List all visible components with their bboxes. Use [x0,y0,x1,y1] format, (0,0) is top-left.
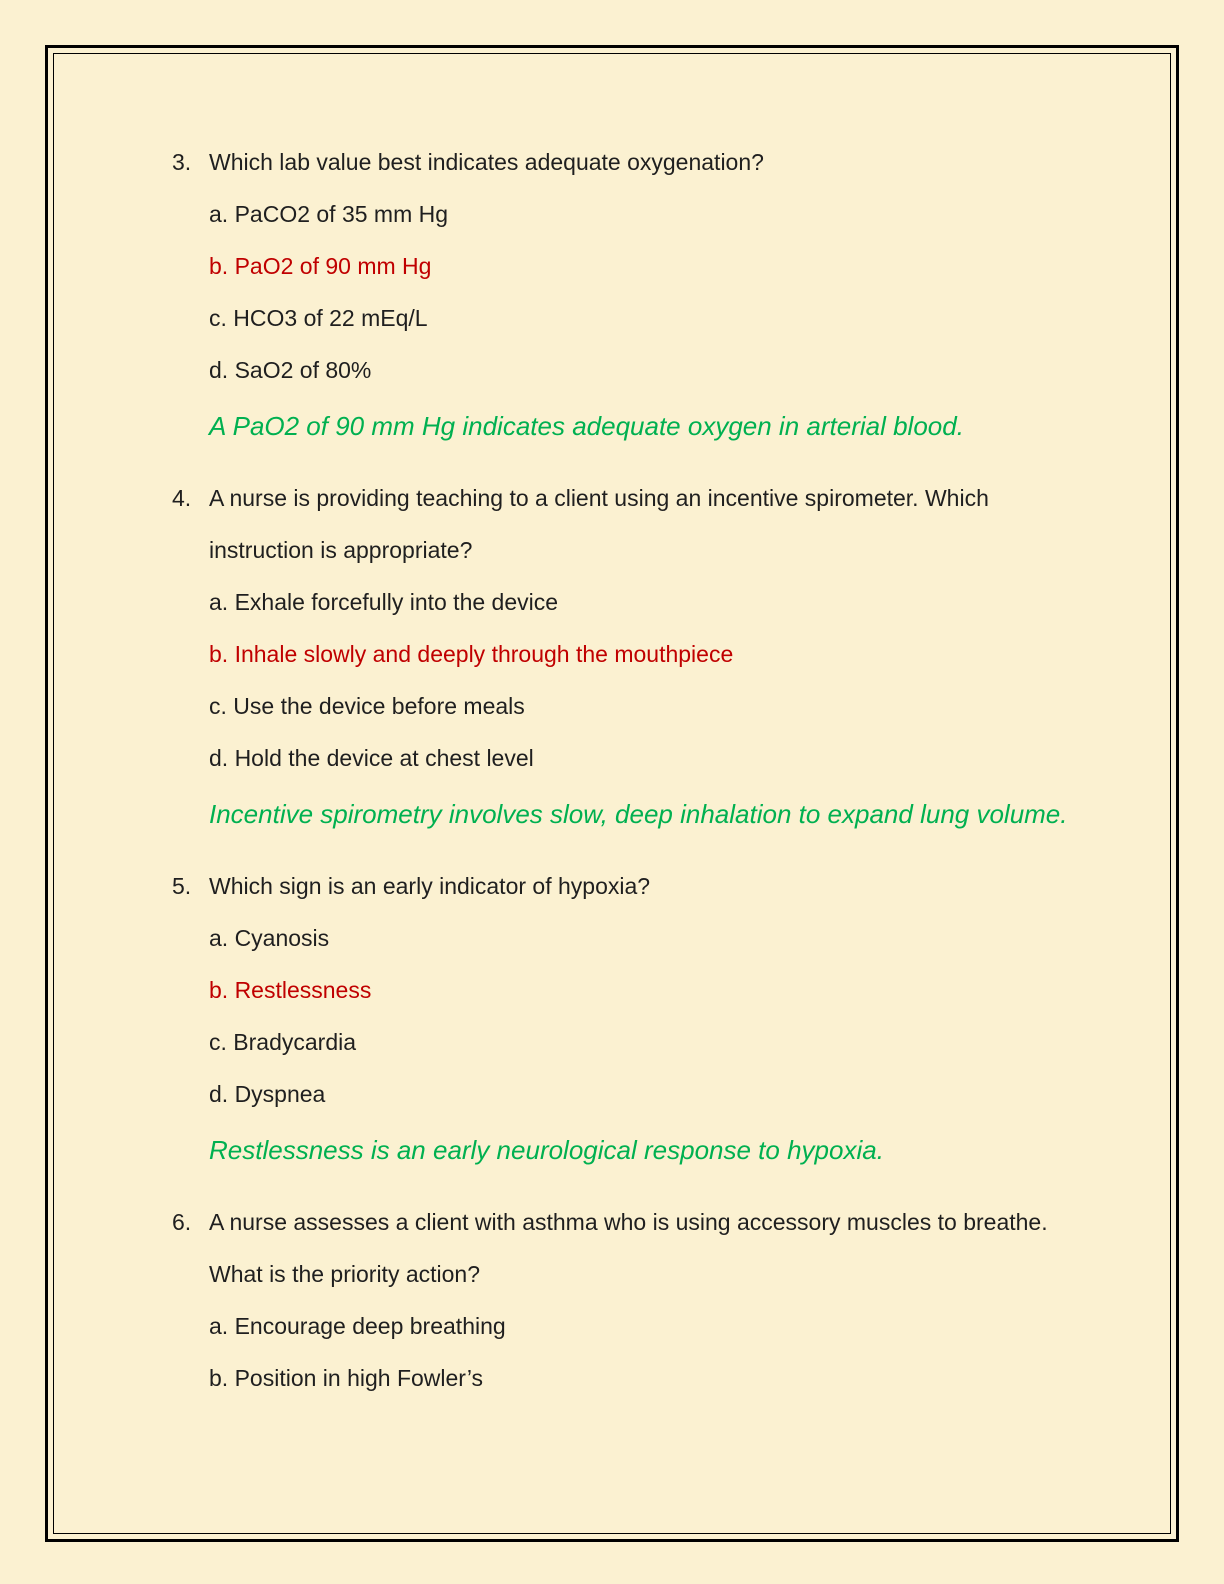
question-body [209,136,1081,456]
question-body [209,472,1081,844]
answer-option: d. Dyspnea [209,1081,326,1107]
question-number: 5. [172,873,192,899]
answer-option-correct: b. PaO2 of 90 mm Hg [209,253,432,279]
answer-explanation: Incentive spirometry involves slow, deep inhalation to expand lung volume. [209,799,1068,829]
answer-option: d. Hold the device at chest level [209,745,534,771]
question-number: 3. [172,149,192,175]
question-block [172,472,1116,844]
question-text: Which lab value best indicates adequate oxygenation? [209,149,764,175]
answer-option: c. HCO3 of 22 mEq/L [209,305,428,331]
question-block [172,860,1116,1180]
answer-option: a. Encourage deep breathing [209,1313,506,1339]
answer-option: d. SaO2 of 80% [209,357,372,383]
answer-option: a. PaCO2 of 35 mm Hg [209,201,449,227]
question-number: 4. [172,485,192,511]
question-number: 6. [172,1209,192,1235]
answer-option: b. Position in high Fowler’s [209,1365,484,1391]
question-block [172,1196,1116,1404]
question-text: A nurse assesses a client with asthma who is using accessory muscles to breathe. What is the priority action? [209,1209,1048,1287]
questions-list [172,136,1116,1420]
answer-option: a. Exhale forcefully into the device [209,589,559,615]
question-text: A nurse is providing teaching to a client using an incentive spirometer. Which instruction is appropriate? [209,485,989,563]
answer-option: c. Bradycardia [209,1029,357,1055]
answer-option: a. Cyanosis [209,925,330,951]
question-text: Which sign is an early indicator of hypoxia? [209,873,651,899]
answer-option-correct: b. Inhale slowly and deeply through the mouthpiece [209,641,734,667]
question-block [172,136,1116,456]
answer-option-correct: b. Restlessness [209,977,372,1003]
question-body [209,860,1081,1180]
answer-option: c. Use the device before meals [209,693,525,719]
answer-explanation: Restlessness is an early neurological response to hypoxia. [209,1135,884,1165]
answer-explanation: A PaO2 of 90 mm Hg indicates adequate oxygen in arterial blood. [209,411,964,441]
question-body [209,1196,1081,1404]
page-border-outer [45,45,1179,1542]
